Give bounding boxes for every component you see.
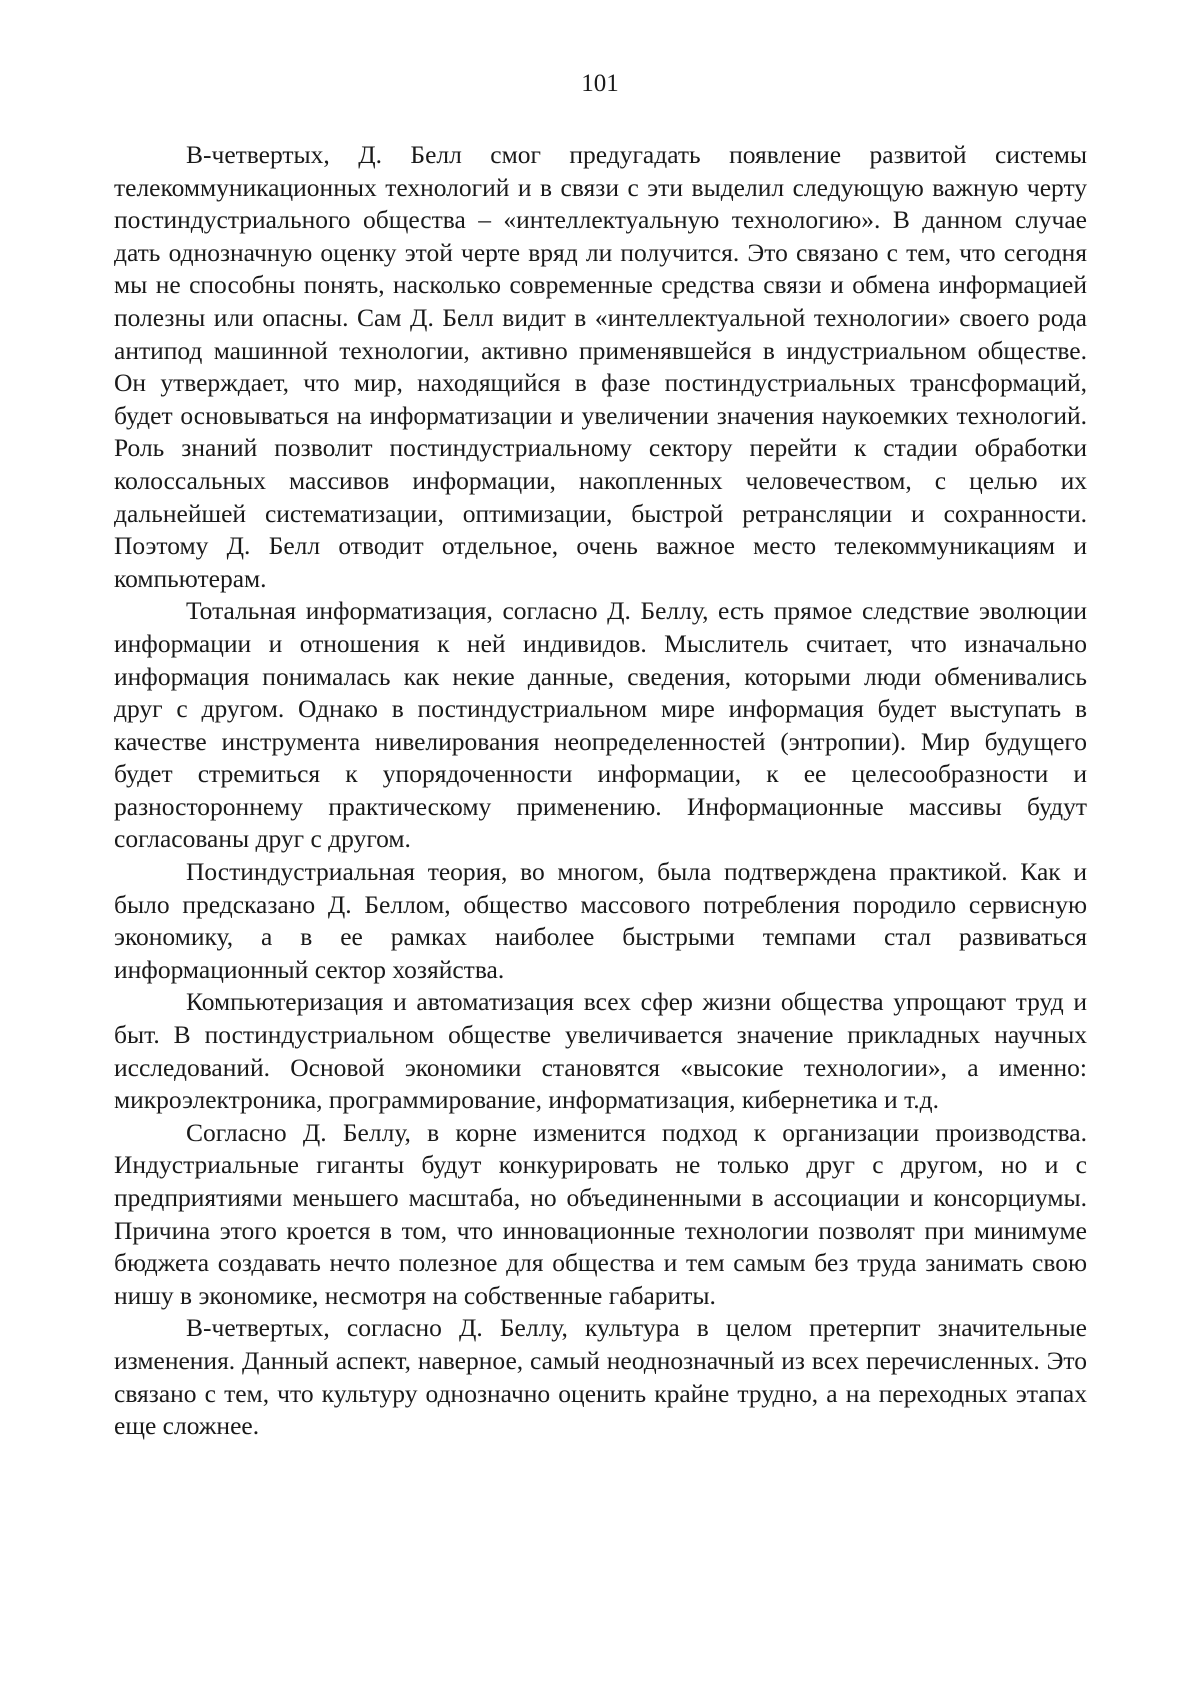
paragraph: Компьютеризация и автоматизация всех сфер жизни общества упрощают труд и быт. В постиндустриальном обществе увеличивается значение прикладных научных исследований. Основой экономики становятся «высокие технологии», а именно: микроэлектроника, программирование, информатизация, кибернетика и т.д. <box>114 987 1087 1115</box>
paragraph: В-четвертых, согласно Д. Беллу, культура в целом претерпит значительные изменения. Данный аспект, наверное, самый неоднозначный из всех перечисленных. Это связано с тем, что культуру однозначно оценить крайне трудно, а на переходных этапах еще сложнее. <box>114 1313 1087 1441</box>
paragraph: Тотальная информатизация, согласно Д. Беллу, есть прямое следствие эволюции информации и отношения к ней индивидов. Мыслитель считает, что изначально информация понималась как некие данные, сведения, которыми люди обменивались друг с другом. Однако в постиндустриальном мире информация будет выступать в качестве инструмента нивелирования неопределенностей (энтропии). Мир будущего будет стремиться к упорядоченности информации, к ее целесообразности и разностороннему практическому применению. Информационные массивы будут согласованы друг с другом. <box>114 596 1087 854</box>
page-number: 101 <box>581 70 619 97</box>
page-body <box>114 139 1087 1443</box>
paragraph: Согласно Д. Беллу, в корне изменится подход к организации производства. Индустриальные гиганты будут конкурировать не только друг с другом, но и с предприятиями меньшего масштаба, но объединенными в ассоциации и консорциумы. Причина этого кроется в том, что инновационные технологии позволят при минимуме бюджета создавать нечто полезное для общества и тем самым без труда занимать свою нишу в экономике, несмотря на собственные габариты. <box>114 1117 1087 1310</box>
paragraph: В-четвертых, Д. Белл смог предугадать появление развитой системы телекоммуникационных технологий и в связи с эти выделил следующую важную черту постиндустриального общества – «интеллектуальную технологию». В данном случае дать однозначную оценку этой черте вряд ли получится. Это связано с тем, что сегодня мы не способны понять, насколько современные средства связи и обмена информацией полезны или опасны. Сам Д. Белл видит в «интеллектуальной технологии» своего рода антипод машинной технологии, активно применявшейся в индустриальном обществе. Он утверждает, что мир, находящийся в фазе постиндустриальных трансформаций, будет основываться на информатизации и увеличении значения наукоемких технологий. Роль знаний позволит постиндустриальному сектору перейти к стадии обработки колоссальных массивов информации, накопленных человечеством, с целью их дальнейшей систематизации, оптимизации, быстрой ретрансляции и сохранности. Поэтому Д. Белл отводит отдельное, очень важное место телекоммуникациям и компьютерам. <box>114 140 1087 593</box>
paragraph: Постиндустриальная теория, во многом, была подтверждена практикой. Как и было предсказано Д. Беллом, общество массового потребления породило сервисную экономику, а в ее рамках наиболее быстрыми темпами стал развиваться информационный сектор хозяйства. <box>114 857 1087 984</box>
